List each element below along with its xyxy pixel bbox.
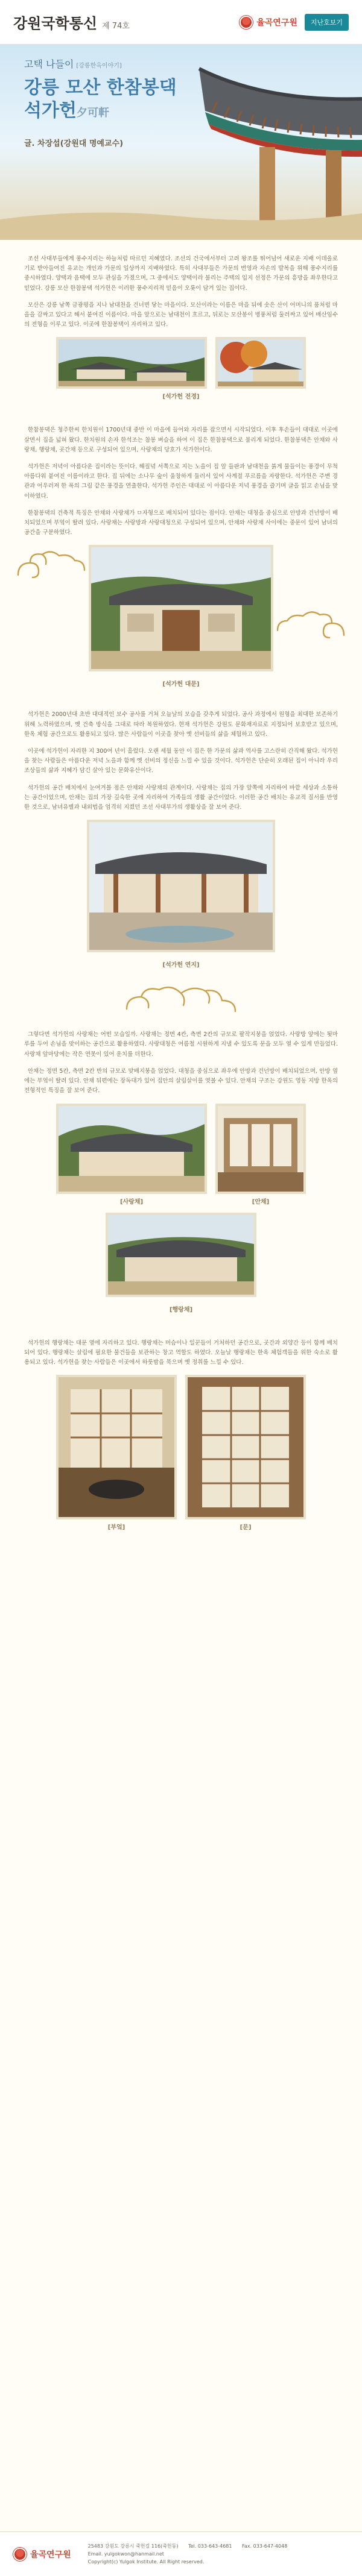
photo-anchae-wrap — [215, 1104, 306, 1205]
photo-kitchen-wrap — [56, 1375, 177, 1531]
photo-row — [24, 1104, 338, 1205]
paragraph: 석가헌의 공간 배치에서 눈여겨볼 점은 안채와 사랑채의 관계이다. 사랑채는 집의 가장 앞쪽에 자리하여 바깥 세상과 소통하는 공간이었으며, 안채는 집의 가장 깊숙한 곳에 자리하여 가족들의 생활 공간이었다. 이러한 공간 배치는 유교적 질서를 반영한 것으로, 남녀유별과 내외법을 엄격히 지켰던 조선 사대부가의 생활상을 잘 보여 준다. — [24, 784, 338, 811]
article-body — [0, 1016, 362, 1096]
landscape-photo — [59, 339, 205, 386]
sarangchae-photo — [59, 1106, 205, 1192]
institute-emblem-icon — [240, 16, 253, 29]
title-line-2 — [24, 99, 205, 125]
hero-text — [24, 57, 205, 148]
paragraph: 한참봉댁의 건축적 특징은 안채와 사랑채가 ㅁ자형으로 배치되어 있다는 점이다. 안채는 대청을 중심으로 안방과 건넌방이 배치되었으며 부엌이 딸려 있다. 사랑채는 사랑방과 사랑대청으로 구성되어 있으며, 안채와 사랑채 사이에는 중문이 있어 남녀의 공간을 구분하였다. — [24, 509, 338, 536]
title-hanja: 夕可軒 — [76, 107, 109, 119]
institute-name: 율곡연구원 — [256, 17, 297, 28]
article-body — [0, 1324, 362, 1368]
title-main: 석가헌 — [24, 100, 77, 121]
photo-caption: [부엌] — [107, 1524, 125, 1531]
issue-number: 제 74호 — [102, 22, 130, 31]
photo-sarangchae-wrap — [56, 1104, 207, 1205]
kicker-sub: [강릉한옥이야기] — [76, 63, 122, 69]
photo-door — [185, 1375, 306, 1519]
hero-banner — [0, 45, 362, 240]
institute-logo[interactable] — [240, 16, 297, 29]
footer-tel: Tel. 033-643-4681 — [188, 2543, 232, 2549]
photo-section-5 — [0, 1213, 362, 1313]
photo-caption: [행랑채] — [169, 1306, 193, 1313]
photo-section-2 — [0, 545, 362, 696]
title-line-1: 강릉 모산 한참봉댁 — [24, 77, 177, 98]
paragraph: 조선 사대부들에게 풍수지리는 하늘처럼 따르던 지혜였다. 조선의 건국에서부터 고려 왕조를 뛰어넘어 새로운 지배 이데올로기로 받아들여진 유교는 개인과 가문의 일상까지 지배하였다. 특히 사대부들은 가문의 번영과 자손의 발복을 위해 풍수지리를 중시하였다. 양택과 음택에 모두 관심을 가졌으며, 그 중에서도 양택이라 불리는 주택의 입지 선정은 가문의 흥망을 좌우한다고 믿었다. 강릉 모산 한참봉댁 석가헌은 이러한 풍수지리적 믿음이 오롯이 담겨 있는 집이다. — [24, 256, 338, 292]
photo-caption: [석가헌 대문] — [162, 681, 200, 688]
ornament-band — [0, 979, 362, 1016]
footer-contact — [88, 2542, 296, 2566]
photo-panorama-right — [215, 337, 306, 389]
cloud-ornament-icon — [121, 979, 241, 1022]
article-body — [0, 696, 362, 812]
photo-haengnangchae — [106, 1213, 256, 1297]
footer-fax: Fax. 033-647-4048 — [242, 2543, 288, 2549]
hero-kicker — [24, 57, 205, 71]
footer-line-1 — [88, 2542, 296, 2550]
photo-section-6 — [0, 1375, 362, 1531]
courtyard-photo — [89, 822, 273, 950]
kitchen-photo — [59, 1377, 174, 1517]
newsletter-title: 강원국학통신 — [13, 14, 98, 32]
cloud-ornament-icon — [272, 605, 350, 647]
footer-email[interactable]: Email. yulgokwon@hanmail.net — [87, 2551, 164, 2557]
paragraph: 석가헌은 2000년대 초반 대대적인 보수 공사를 거쳐 오늘날의 모습을 갖추게 되었다. 공사 과정에서 원형을 최대한 보존하기 위해 노력하였으며, 옛 건축 방식을 그대로 따라 복원하였다. 현재 석가헌은 강원도 문화재자료로 지정되어 보호받고 있으며, 한옥 체험 공간으로도 활용되고 있다. 많은 사람들이 이곳을 찾아 옛 선비들의 삶을 체험하고 있다. — [24, 711, 338, 738]
footer-copyright: Copyright(c) Yulgok Institute. All Right reserved. — [87, 2559, 205, 2565]
footer-institute[interactable] — [13, 2548, 71, 2561]
paragraph: 석가헌은 저녁이 아름다운 집이라는 뜻이다. 해질녘 서쪽으로 지는 노을이 집 앞 들판과 남대천을 붉게 물들이는 풍경이 무척 아름다워 붙여진 이름이라고 한다. 집 뒤에는 소나무 숲이 울창하게 둘러서 있어 사계절 푸르름을 자랑한다. 석가헌은 주변 경관과 어우러져 한 폭의 그림 같은 풍경을 연출한다. 석가헌 주인은 대대로 이 아름다운 저녁 풍경을 즐기며 글을 읽고 손님을 맞이하였다. — [24, 463, 338, 500]
photo-anchae — [215, 1104, 306, 1194]
photo-caption: [문] — [240, 1524, 252, 1531]
haengnangchae-photo — [108, 1215, 254, 1295]
photo-section-3 — [0, 820, 362, 969]
door-photo — [188, 1377, 303, 1517]
footer-institute-name: 율곡연구원 — [30, 2549, 71, 2560]
photo-sarangchae — [56, 1104, 207, 1194]
photo-row — [24, 337, 338, 389]
photo-caption: [안채] — [252, 1198, 270, 1205]
photo-caption: [사랑채] — [119, 1198, 144, 1205]
header-right — [240, 14, 349, 31]
photo-section-1 — [0, 337, 362, 400]
header-bar — [0, 0, 362, 45]
photo-panorama-left — [56, 337, 207, 389]
photo-row — [24, 1375, 338, 1531]
brand — [13, 11, 130, 33]
paragraph: 석가헌의 행랑채는 대문 옆에 자리하고 있다. 행랑채는 머슴이나 일꾼들이 거처하던 공간으로, 곳간과 외양간 등이 함께 배치되어 있다. 행랑채는 살림에 필요한 물건들을 보관하는 창고 역할도 하였다. 오늘날 행랑채는 한옥 체험객들을 위한 숙소로 활용되고 있다. 석가헌을 찾는 사람들은 이곳에서 하룻밤을 묵으며 옛 정취를 느낄 수 있다. — [24, 1339, 338, 1366]
article-author: 글. 차장섭(강원대 명예교수) — [24, 139, 124, 148]
institute-emblem-icon — [13, 2548, 27, 2561]
photo-door-wrap — [185, 1375, 306, 1531]
past-issues-button[interactable]: 지난호보기 — [305, 14, 349, 31]
footer-address: 25483 강원도 강릉시 죽헌길 116(죽헌동) — [87, 2543, 179, 2549]
article-body — [0, 411, 362, 538]
paragraph: 안채는 정면 5칸, 측면 2칸 반의 규모로 맞배지붕을 얹었다. 대청을 중심으로 좌우에 안방과 건넌방이 배치되었으며, 안방 옆에는 부엌이 딸려 있다. 안채 뒤편에는 장독대가 있어 집안의 살림살이를 엿볼 수 있다. 안채의 구조는 강원도 영동 지방 한옥의 전형적인 특징을 잘 보여 준다. — [24, 1067, 338, 1095]
photo-pond — [87, 820, 275, 952]
paragraph: 이곳에 석가헌이 자리한 지 300여 년이 흘렀다. 오랜 세월 동안 이 집은 한 가문의 삶과 역사를 고스란히 간직해 왔다. 석가헌을 찾는 사람들은 아름다운 저녁 노을과 함께 옛 선비의 정신을 느낄 수 있을 것이다. 석가헌은 단순히 오래된 집이 아니라 우리 조상들의 삶과 지혜가 담긴 살아 있는 문화유산이다. — [24, 748, 338, 774]
photo-caption: [석가헌 연지] — [162, 962, 200, 969]
article-body — [0, 240, 362, 330]
footer — [0, 2531, 362, 2576]
photo-kitchen — [56, 1375, 177, 1519]
gate-photo — [91, 547, 271, 669]
paragraph: 한참봉댁은 청주한씨 한치원이 1700년대 중반 이 마을에 들어와 자리를 잡으면서 시작되었다. 이후 후손들이 대대로 이곳에 살면서 집을 넓혀 왔다. 한치원의 손자 한석조는 참봉 벼슬을 하여 이 집은 한참봉댁으로 불리게 되었다. 한참봉댁은 안채와 사랑채, 행랑채, 곳간채 등으로 구성되어 있으며, 사랑채의 당호가 석가헌이다. — [24, 427, 338, 453]
paragraph: 그렇다면 석가헌의 사랑채는 어떤 모습일까. 사랑채는 정면 4칸, 측면 2칸의 규모로 팔작지붕을 얹었다. 사랑방 앞에는 툇마루를 두어 손님을 맞이하는 공간으로 활용하였다. 사랑대청은 여름철 시원하게 지낼 수 있도록 문을 모두 열 수 있게 만들었다. 사랑채 앞마당에는 작은 연못이 있어 운치를 더한다. — [24, 1031, 338, 1058]
cloud-ornament-icon — [12, 545, 91, 587]
kicker-label: 고택 나들이 — [24, 58, 74, 70]
paragraph: 모산은 강릉 남쪽 금광평을 지나 남대천을 건너면 닿는 마을이다. 모산이라는 이름은 마을 뒤에 솟은 산이 어머니의 품처럼 마을을 감싸고 있다고 해서 붙여진 이름이다. 마을 앞으로는 남대천이 흐르고, 뒤로는 모산봉이 병풍처럼 둘러싸고 있어 배산임수의 전형을 이루고 있다. 이곳에 한참봉댁이 자리하고 있다. — [24, 301, 338, 328]
article-title — [24, 77, 205, 125]
autumn-photo — [218, 339, 303, 386]
photo-caption: [석가헌 전경] — [162, 394, 200, 401]
photo-gate — [89, 545, 273, 671]
photo-section-4 — [0, 1104, 362, 1205]
anchae-photo — [218, 1106, 303, 1192]
